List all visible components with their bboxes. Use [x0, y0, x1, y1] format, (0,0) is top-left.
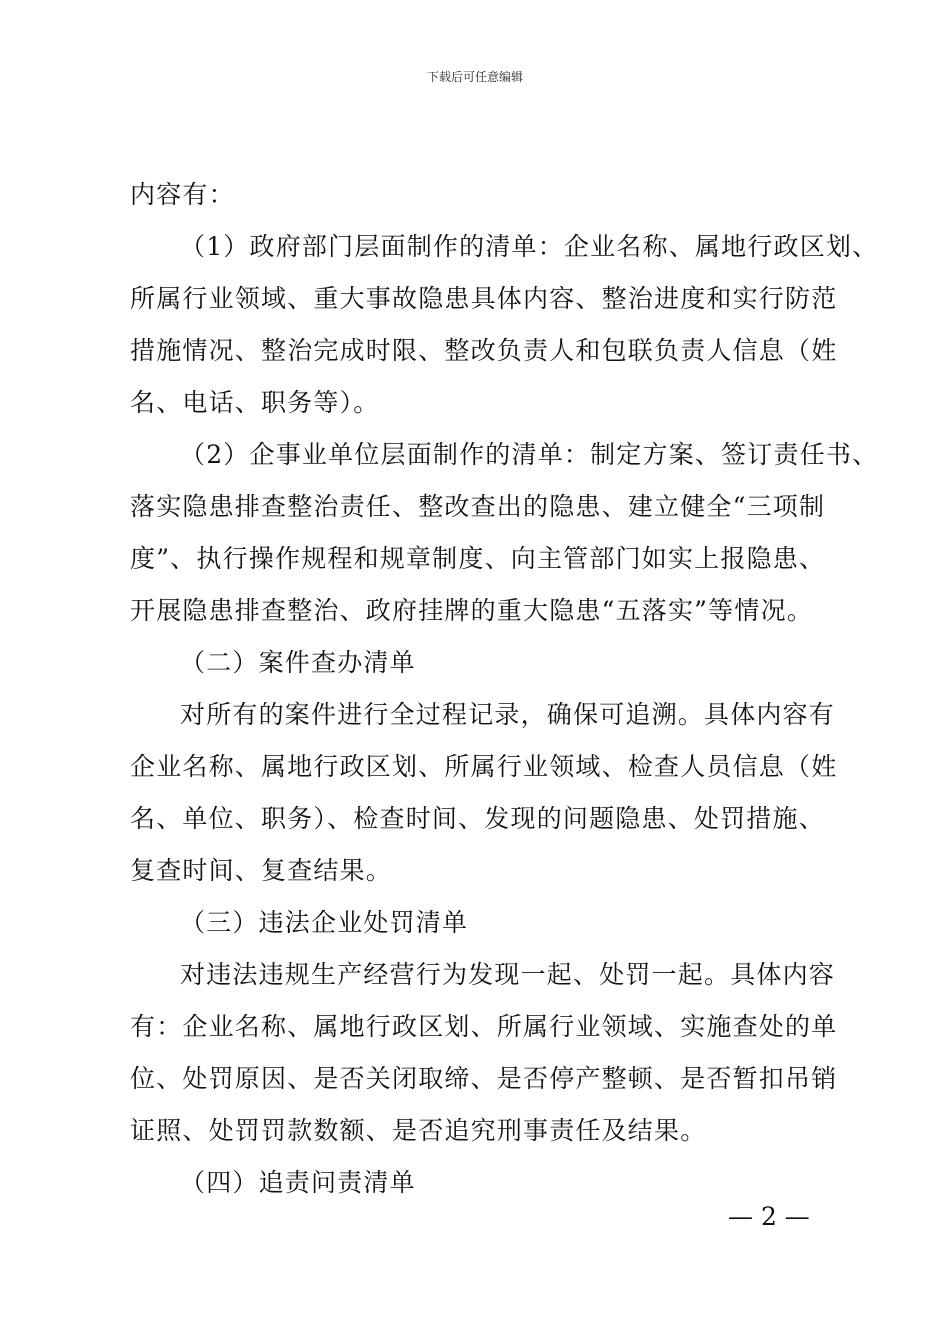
body-text-line: 开展隐患排查整治、政府挂牌的重大隐患“五落实”等情况。 — [130, 596, 813, 625]
list-item-government: （1）政府部门层面制作的清单：企业名称、属地行政区划、 — [180, 232, 879, 261]
page-number: — 2 — — [728, 1202, 810, 1231]
body-text-line: 位、处罚原因、是否关闭取缔、是否停产整顿、是否暂扣吊销 — [130, 1064, 838, 1093]
body-text-line: 所属行业领域、重大事故隐患具体内容、整治进度和实行防范 — [130, 284, 838, 313]
body-text-line: 企业名称、属地行政区划、所属行业领域、检查人员信息（姓 — [130, 752, 838, 781]
body-text-line: 度”、执行操作规程和规章制度、向主管部门如实上报隐患、 — [130, 544, 826, 573]
section-heading-penalty-list: （三）违法企业处罚清单 — [180, 908, 469, 937]
body-text-line: 对所有的案件进行全过程记录，确保可追溯。具体内容有 — [180, 700, 836, 729]
body-text-line: 有：企业名称、属地行政区划、所属行业领域、实施查处的单 — [130, 1012, 838, 1041]
list-item-enterprise: （2）企事业单位层面制作的清单：制定方案、签订责任书、 — [180, 440, 879, 469]
section-heading-accountability-list: （四）追责问责清单 — [180, 1168, 416, 1197]
body-text-line: 名、单位、职务）、检查时间、发现的问题隐患、处罚措施、 — [130, 804, 825, 833]
body-text-line: 对违法违规生产经营行为发现一起、处罚一起。具体内容 — [180, 960, 836, 989]
body-text-line: 措施情况、整治完成时限、整改负责人和包联负责人信息（姓 — [130, 336, 838, 365]
body-text-line: 复查时间、复查结果。 — [130, 856, 393, 885]
section-heading-case-list: （二）案件查办清单 — [180, 648, 416, 677]
body-text-line: 落实隐患排查整治责任、整改查出的隐患、建立健全“三项制 — [130, 492, 826, 521]
page-header-note: 下载后可任意编辑 — [426, 70, 523, 84]
body-text-line: 名、电话、职务等）。 — [130, 388, 380, 417]
body-text-line: 内容有： — [130, 180, 235, 209]
body-text-line: 证照、处罚罚款数额、是否追究刑事责任及结果。 — [130, 1116, 707, 1145]
